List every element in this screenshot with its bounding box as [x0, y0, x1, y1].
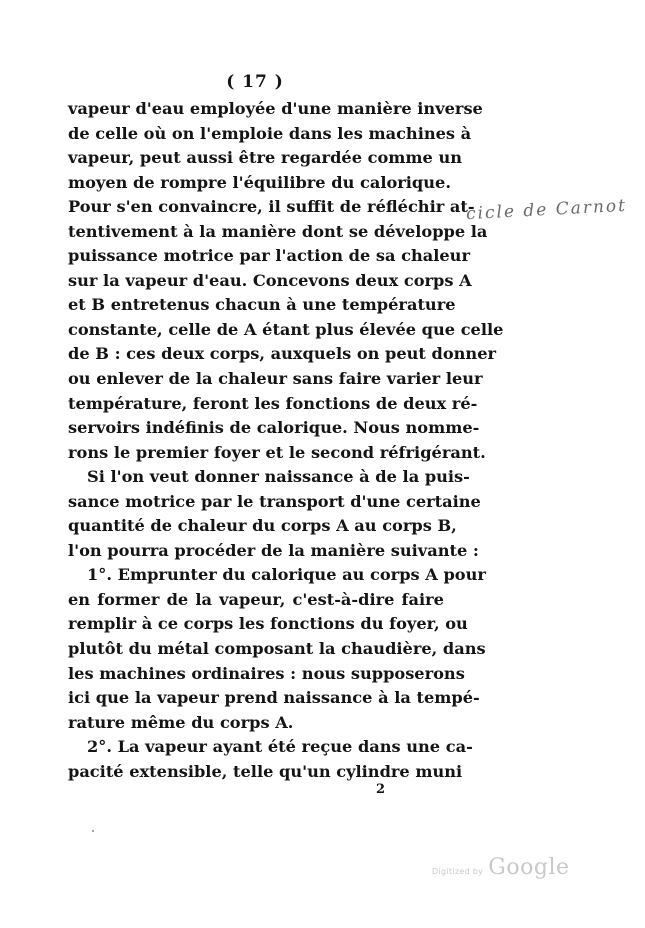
- handwritten-margin-note: cicle de Carnot: [465, 195, 628, 225]
- text-line: 2°. La vapeur ayant été reçue dans une ca-: [87, 737, 473, 757]
- text-line: sur la vapeur d'eau. Concevons deux corps A: [68, 270, 472, 290]
- text-line: remplir à ce corps les fonctions du foyer, ou: [68, 614, 468, 634]
- text-line: température, feront les fonctions de deux ré-: [68, 393, 478, 413]
- text-line: servoirs indéfinis de calorique. Nous nomme-: [68, 418, 480, 438]
- text-line: tentivement à la manière dont se développe la: [68, 221, 488, 241]
- text-line: l'on pourra procéder de la manière suivante :: [68, 540, 479, 560]
- text-line: Pour s'en convaincre, il suffit de réfléchir at-: [68, 197, 475, 217]
- text-line: 1°. Emprunter du calorique au corps A pour: [87, 565, 486, 585]
- text-line: en former de la vapeur, c'est-à-dire faire: [68, 589, 444, 609]
- page-number: ( 17 ): [226, 72, 284, 92]
- google-logo: Google: [488, 855, 570, 880]
- text-line: de B : ces deux corps, auxquels on peut donner: [68, 344, 497, 364]
- digitization-watermark: [432, 855, 570, 880]
- text-line: quantité de chaleur du corps A au corps B,: [68, 516, 457, 536]
- text-line: moyen de rompre l'équilibre du calorique.: [68, 172, 451, 192]
- text-line: ou enlever de la chaleur sans faire varier leur: [68, 369, 483, 389]
- text-line: constante, celle de A étant plus élevée que celle: [68, 319, 504, 339]
- text-line: ici que la vapeur prend naissance à la tempé-: [68, 688, 480, 708]
- text-line: rature même du corps A.: [68, 712, 294, 732]
- text-line: sance motrice par le transport d'une certaine: [68, 491, 481, 511]
- text-line: et B entretenus chacun à une température: [68, 295, 456, 315]
- text-line: les machines ordinaires : nous supposerons: [68, 663, 465, 683]
- signature-mark: 2: [376, 782, 386, 797]
- ink-speck: [92, 830, 94, 832]
- text-line: vapeur d'eau employée d'une manière inverse: [68, 99, 483, 118]
- text-line: de celle où on l'emploie dans les machines à: [68, 123, 472, 143]
- text-line: puissance motrice par l'action de sa chaleur: [68, 246, 470, 266]
- text-line: rons le premier foyer et le second réfrigérant.: [68, 442, 486, 462]
- body-text: [68, 97, 504, 784]
- text-line: pacité extensible, telle qu'un cylindre muni: [68, 761, 463, 781]
- text-line: plutôt du métal composant la chaudière, dans: [68, 639, 486, 659]
- text-line: Si l'on veut donner naissance à de la puis-: [87, 467, 470, 487]
- watermark-prefix: Digitized by: [432, 867, 484, 876]
- text-line: vapeur, peut aussi être regardée comme un: [68, 148, 463, 168]
